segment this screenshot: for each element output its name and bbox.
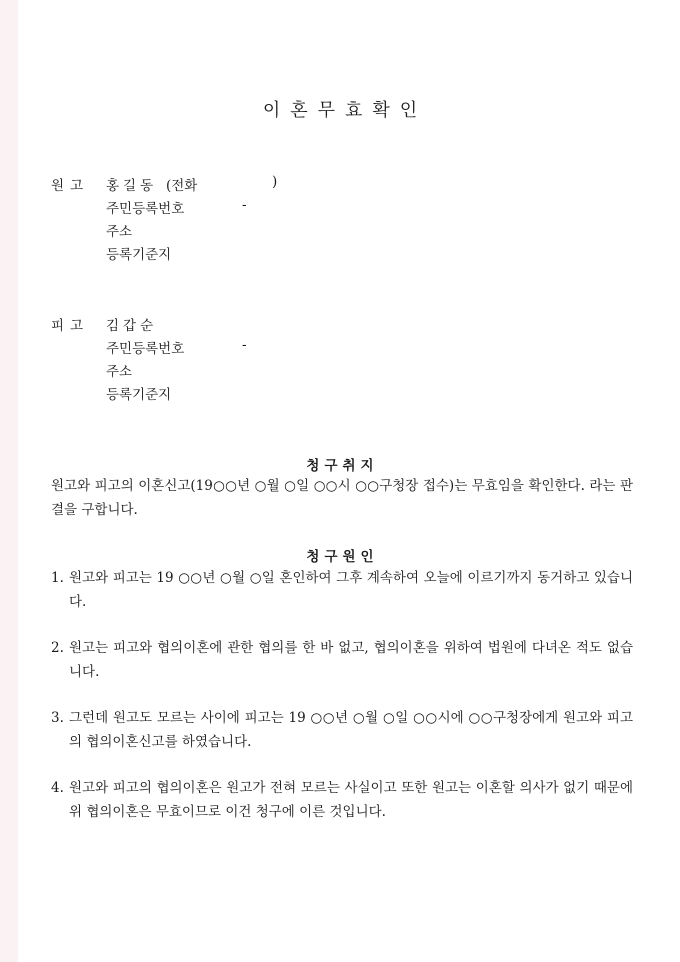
item-number: 3. <box>51 710 64 726</box>
item-number: 4. <box>51 780 64 796</box>
claim-cause-heading: 청구원인 <box>306 549 379 565</box>
claim-purpose-heading: 청구취지 <box>306 458 379 474</box>
defendant-rrn-value: - <box>242 337 247 353</box>
defendant-rrn-label: 주민등록번호 <box>106 341 185 357</box>
item-text: 그런데 원고도 모르는 사이에 피고는 19 ○○년 ○월 ○일 ○○시에 ○○구청장에게 원고와 피고의 협의이혼신고를 하였습니다. <box>69 710 633 750</box>
defendant-name: 김갑순 <box>106 318 158 334</box>
plaintiff-rrn-value: - <box>242 197 247 213</box>
claim-cause-item <box>51 706 633 754</box>
claim-cause-item <box>51 636 633 684</box>
claim-cause-item <box>51 566 633 614</box>
plaintiff-name: 홍길동 <box>106 178 158 194</box>
document-title: 이혼무효확인 <box>262 100 428 121</box>
item-text: 원고와 피고의 협의이혼은 원고가 전혀 모르는 사실이고 또한 원고는 이혼할 의사가 없기 때문에 위 협의이혼은 무효이므로 이건 청구에 이른 것입니다. <box>69 780 633 820</box>
claim-purpose-text: 원고와 피고의 이혼신고(19○○년 ○월 ○일 ○○시 ○○구청장 접수)는 무효임을 확인한다. 라는 판결을 구합니다. <box>51 478 633 518</box>
plaintiff-rrn-label: 주민등록번호 <box>106 201 185 217</box>
defendant-address-label: 주소 <box>106 364 133 380</box>
plaintiff-phone-close: ) <box>272 174 278 190</box>
defendant-label: 피고 <box>51 318 90 334</box>
plaintiff-label: 원고 <box>51 178 90 194</box>
page-edge <box>0 0 18 962</box>
plaintiff-phone-label: (전화 <box>166 178 198 194</box>
plaintiff-registry-label: 등록기준지 <box>106 247 172 263</box>
claim-cause-item <box>51 776 633 824</box>
item-number: 2. <box>51 640 64 656</box>
item-text: 원고는 피고와 협의이혼에 관한 협의를 한 바 없고, 협의이혼을 위하여 법원에 다녀온 적도 없습니다. <box>69 640 633 680</box>
defendant-registry-label: 등록기준지 <box>106 387 172 403</box>
plaintiff-address-label: 주소 <box>106 224 133 240</box>
item-number: 1. <box>51 570 64 586</box>
item-text: 원고와 피고는 19 ○○년 ○월 ○일 혼인하여 그후 계속하여 오늘에 이르기까지 동거하고 있습니다. <box>69 570 633 610</box>
